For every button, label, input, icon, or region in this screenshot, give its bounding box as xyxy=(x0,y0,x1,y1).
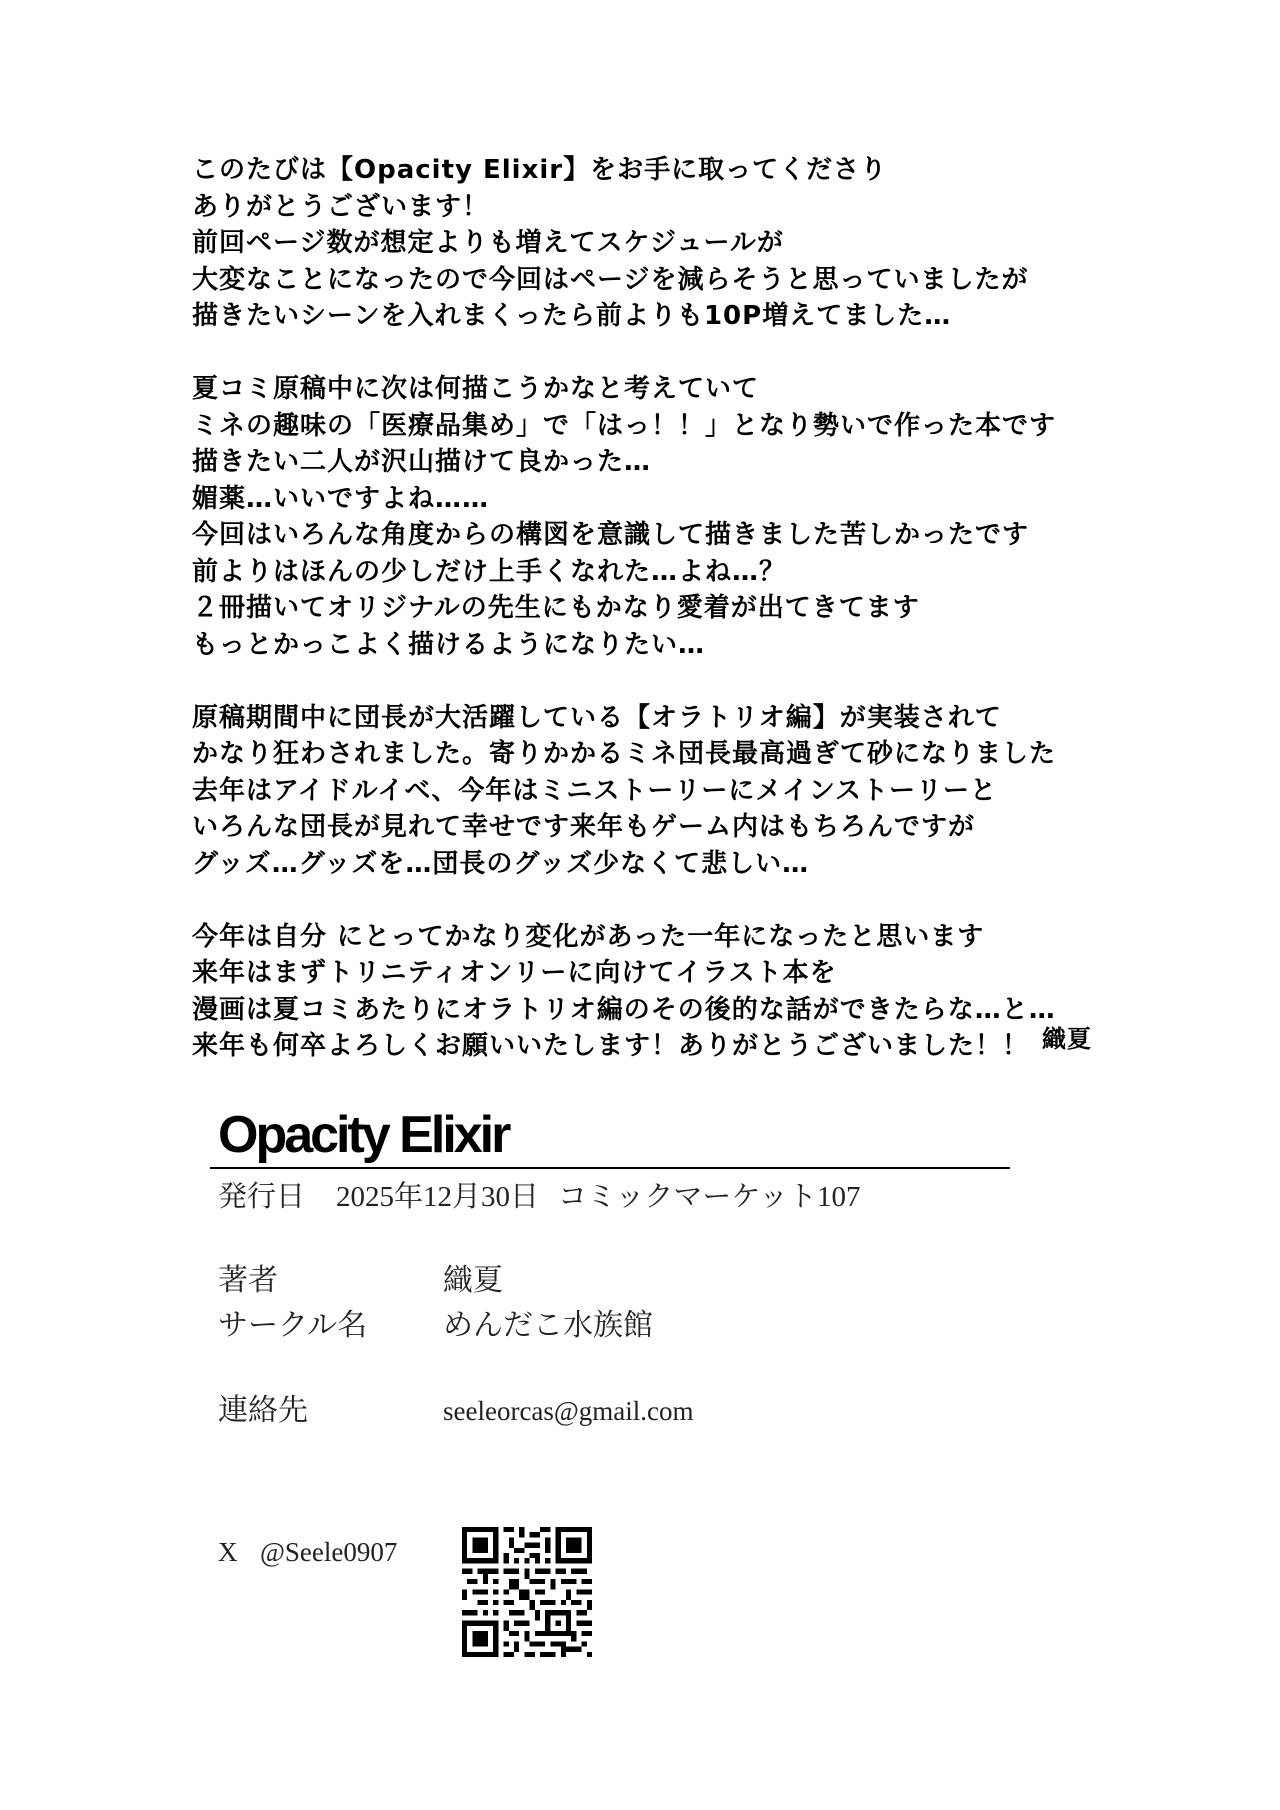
circle-row xyxy=(218,1300,653,1344)
contact-email[interactable]: seeleorcas@gmail.com xyxy=(443,1396,694,1426)
afterword-line: 前回ページ数が想定よりも増えてスケジュールが xyxy=(192,228,784,258)
afterword-line: 描きたいシーンを入れまくったら前よりも10P増えてました… xyxy=(192,301,952,331)
publish-date: 2025年12月30日 xyxy=(336,1181,540,1213)
afterword-line: 描きたい二人が沢山描けて良かった… xyxy=(192,447,652,477)
afterword-paragraph xyxy=(192,700,1112,883)
publish-info xyxy=(218,1174,860,1215)
x-handle-text[interactable]: @Seele0907 xyxy=(260,1537,398,1567)
signature: 織夏 xyxy=(1042,1025,1092,1053)
afterword-line: 来年も何卒よろしくお願いいたします！ありがとうございました！！ xyxy=(192,1031,1030,1061)
afterword-line: もっとかっこよく描けるようになりたい… xyxy=(192,629,706,660)
afterword-paragraph xyxy=(192,371,1112,663)
afterword-line: 今回はいろんな角度からの構図を意識して描きました苦しかったです xyxy=(192,520,1030,550)
x-label: X xyxy=(218,1537,238,1567)
afterword-line: 来年はまずトリニティオンリーに向けてイラスト本を xyxy=(192,958,837,988)
afterword-line: いろんな団長が見れて幸せです来年もゲーム内はもちろんですが xyxy=(192,812,976,842)
afterword-line: グッズ…グッズを…団長のグッズ少なくて悲しい… xyxy=(192,848,810,879)
afterword-paragraph xyxy=(192,919,1112,1065)
circle-name: めんだこ水族館 xyxy=(443,1309,653,1342)
afterword-line: ミネの趣味の「医療品集め」で「はっ！！」となり勢いで作った本です xyxy=(192,410,1057,441)
afterword-line: 夏コミ原稿中に次は何描こうかなと考えていて xyxy=(192,374,760,404)
afterword-paragraph xyxy=(192,152,1112,335)
contact-row xyxy=(218,1385,694,1429)
author-row xyxy=(218,1255,503,1299)
colophon-divider xyxy=(210,1167,1010,1169)
qr-code-icon[interactable] xyxy=(462,1527,592,1657)
afterword-line: 媚薬…いいですよね…… xyxy=(192,483,490,514)
x-handle xyxy=(218,1537,397,1568)
publish-label: 発行日 xyxy=(218,1181,306,1213)
afterword-line: 大変なことになったので今回はページを減らそうと思っていましたが xyxy=(192,264,1029,295)
author-name: 織夏 xyxy=(443,1264,503,1297)
afterword-line: 前よりはほんの少しだけ上手くなれた…よね…？ xyxy=(192,556,787,587)
author-label: 著者 xyxy=(218,1264,278,1297)
contact-label: 連絡先 xyxy=(218,1394,308,1427)
event-name: コミックマーケット107 xyxy=(558,1181,861,1213)
afterword-line: ２冊描いてオリジナルの先生にもかなり愛着が出てきてます xyxy=(192,593,920,623)
afterword-line: 原稿期間中に団長が大活躍している【オラトリオ編】が実装されて xyxy=(192,702,1002,733)
afterword-line: 今年は自分 にとってかなり変化があった一年になったと思います xyxy=(192,921,985,952)
afterword-line: 漫画は夏コミあたりにオラトリオ編のその後的な話ができたらな…と… xyxy=(192,994,1056,1025)
afterword-line: このたびは【Opacity Elixir】をお手に取ってくださり xyxy=(192,155,888,185)
afterword-line: かなり狂わされました。寄りかかるミネ団長最高過ぎて砂になりました xyxy=(192,739,1057,769)
book-title: Opacity Elixir xyxy=(218,1106,509,1164)
afterword xyxy=(192,152,1112,1065)
afterword-line: 去年はアイドルイベ、今年はミニストーリーにメインストーリーと xyxy=(192,775,998,806)
circle-label: サークル名 xyxy=(218,1309,368,1342)
afterword-line: ありがとうございます！ xyxy=(192,191,490,222)
